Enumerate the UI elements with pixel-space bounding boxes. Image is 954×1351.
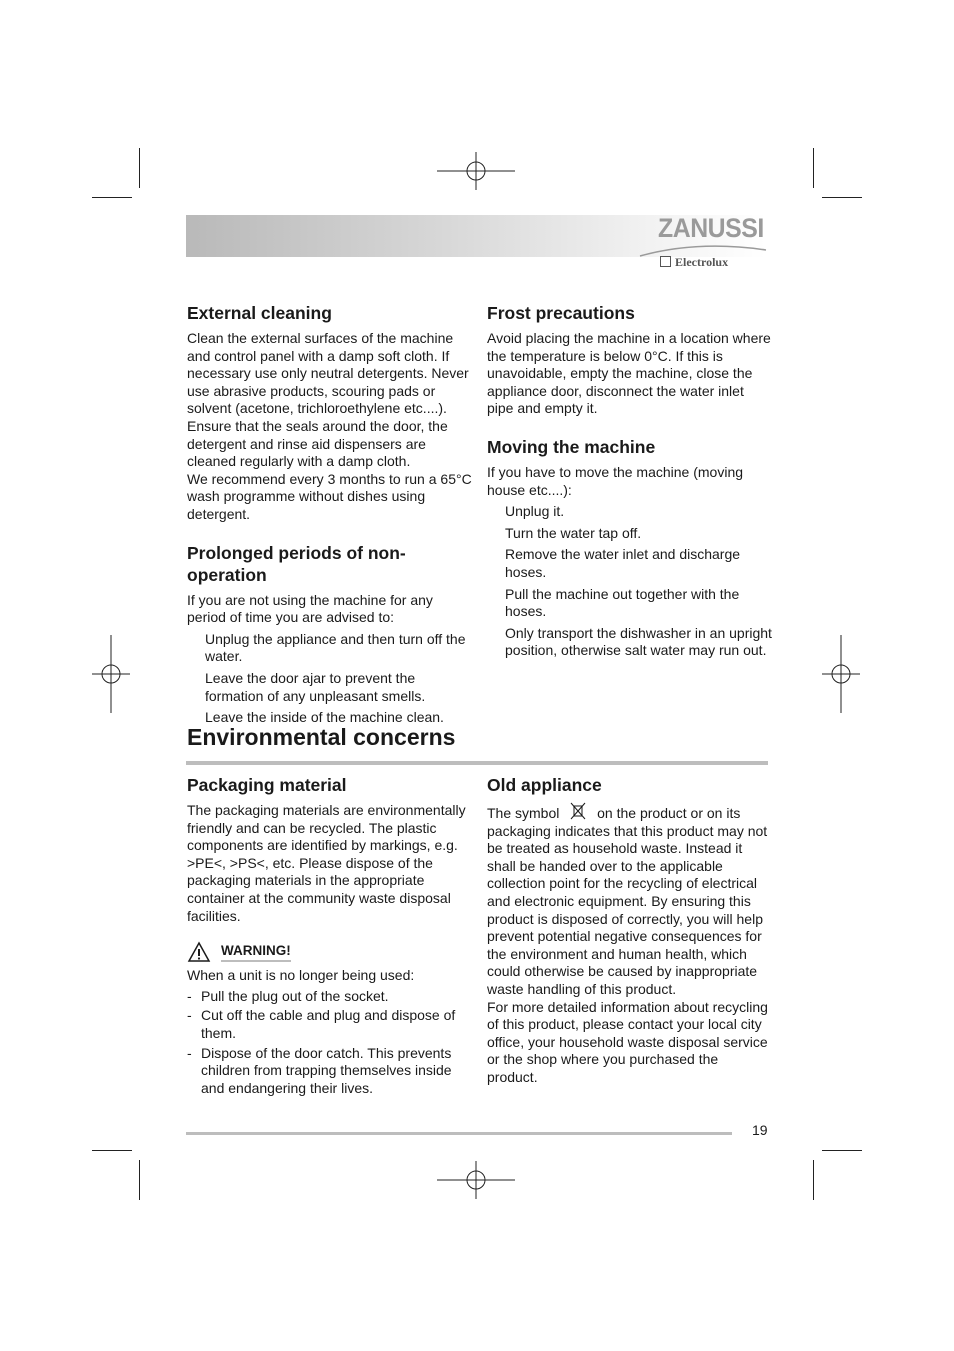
frost-section xyxy=(487,302,772,418)
right-top-column xyxy=(487,302,772,678)
electrolux-logo-icon xyxy=(660,256,671,267)
crop-mark xyxy=(92,197,132,198)
prolonged-section xyxy=(187,542,472,727)
list-item: - Pull the plug out of the socket. xyxy=(187,987,389,1004)
left-top-column xyxy=(187,302,472,745)
warning-header xyxy=(187,941,472,963)
sub-brand: Electrolux xyxy=(660,255,728,270)
list-item: Remove the water inlet and discharge hoses. xyxy=(505,546,741,580)
divider xyxy=(186,761,768,765)
paragraph: The packaging materials are environmentally friendly and can be recycled. The plastic components are identified by markings, e.g. >PE<, >PS<, etc. Please dispose of the packaging materials in the appropriate container at the community waste disposal facilities. xyxy=(187,802,466,924)
section-title: Moving the machine xyxy=(487,436,656,457)
registration-mark-icon xyxy=(437,132,515,210)
advice-list xyxy=(187,631,472,727)
left-bottom-column xyxy=(187,774,472,1099)
list-item: - Cut off the cable and plug and dispose of them. xyxy=(187,1007,456,1041)
crop-mark xyxy=(139,148,140,188)
registration-mark-icon xyxy=(437,1141,515,1219)
crop-mark xyxy=(822,1150,862,1151)
paragraph: If you are not using the machine for any period of time you are advised to: xyxy=(187,591,433,626)
warning-label: WARNING! xyxy=(221,942,291,963)
list-item: Turn the water tap off. xyxy=(505,524,642,541)
warning-triangle-icon xyxy=(187,941,211,963)
list-item: Pull the machine out together with the hoses. xyxy=(505,585,740,620)
list-item: - Dispose of the door catch. This prevents children from trapping themselves inside and endangering their lives. xyxy=(187,1044,452,1096)
paragraph: Avoid placing the machine in a location where the temperature is below 0°C. If this is unavoidable, empty the machine, close the appliance door, disconnect the water inlet pipe and empty it. xyxy=(487,330,771,417)
brand-logo: ZANUSSI xyxy=(658,213,764,243)
paragraph: If you have to move the machine (moving house etc....): xyxy=(487,463,744,498)
list-item: Unplug it. xyxy=(505,503,565,520)
section-title: Frost precautions xyxy=(487,303,635,323)
list-item: Only transport the dishwasher in an upright position, otherwise salt water may run out. xyxy=(505,624,772,659)
moving-list xyxy=(487,503,772,660)
warning-list xyxy=(187,988,472,1098)
registration-mark-icon xyxy=(802,635,880,713)
old-appliance-section xyxy=(487,774,772,1087)
paragraph: When a unit is no longer being used: xyxy=(187,967,415,984)
section-title: Old appliance xyxy=(487,775,602,795)
moving-section xyxy=(487,436,772,660)
paragraph: We recommend every 3 months to run a 65°C wash programme without dishes using detergent. xyxy=(187,470,472,522)
right-bottom-column xyxy=(487,774,772,1087)
list-item: Unplug the appliance and then turn off the water. xyxy=(205,630,466,665)
external-cleaning-section xyxy=(187,302,472,524)
page-title: Environmental concerns xyxy=(187,724,456,750)
crop-mark xyxy=(92,1150,132,1151)
crop-mark xyxy=(813,1160,814,1200)
list-item: Leave the inside of the machine clean. xyxy=(205,709,444,726)
page-number: 19 xyxy=(752,1122,768,1138)
section-title: Prolonged periods of non-operation xyxy=(187,542,406,585)
paragraph: The symbol on the product or on its packaging indicates that this product may not be treated as household waste. Instead it shall be handed over to the applicable collection point for the recycling of electrical and electronic equipment. By ensuring this product is disposed of correctly, you will help prevent potential negative consequences for the environment and human health, which could otherwise be caused by inappropriate waste handling of this product. xyxy=(487,802,772,999)
crossed-out-bin-icon xyxy=(567,802,589,820)
section-title: Packaging material xyxy=(187,775,347,795)
crop-mark xyxy=(813,148,814,188)
paragraph: Clean the external surfaces of the machine and control panel with a damp soft cloth. If necessary use only neutral detergents. Never use abrasive products, scouring pads or solvent (acetone, trichloroethylene etc....). Ensure that the seals around the door, the detergent and rinse aid dispensers are cleaned regularly with a damp cloth. xyxy=(187,330,469,470)
footer-divider xyxy=(186,1132,732,1135)
list-item: Leave the door ajar to prevent the formation of any unpleasant smells. xyxy=(205,669,426,704)
packaging-section xyxy=(187,774,472,925)
crop-mark xyxy=(822,197,862,198)
registration-mark-icon xyxy=(72,635,150,713)
section-title: External cleaning xyxy=(187,303,332,323)
crop-mark xyxy=(139,1160,140,1200)
paragraph: For more detailed information about recycling of this product, please contact your local city office, your household waste disposal service or the shop where you purchased the product. xyxy=(487,998,768,1085)
